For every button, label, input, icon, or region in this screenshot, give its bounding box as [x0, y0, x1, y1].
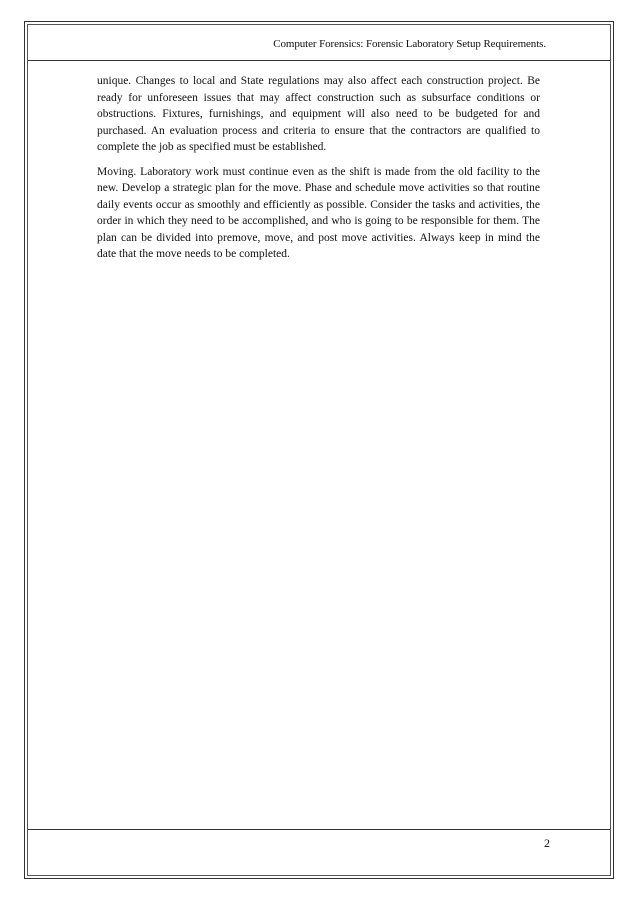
- page-body: [97, 73, 540, 271]
- running-header-title: Computer Forensics: Forensic Laboratory Setup Requirements.: [273, 38, 546, 50]
- body-paragraph-moving: Moving. Laboratory work must continue even as the shift is made from the old facility to the new. Develop a strategic plan for the move. Phase and schedule move activities so that routine daily events occur as smoothly and efficiently as possible. Consider the tasks and activities, the order in which they need to be accomplished, and who is going to be responsible for them. The plan can be divided into premove, move, and post move activities. Always keep in mind the date that the move needs to be completed.: [97, 165, 540, 260]
- header-divider: [28, 60, 610, 61]
- footer-divider: [28, 829, 610, 830]
- body-paragraph-construction: unique. Changes to local and State regulations may also affect each construction project. Be ready for unforeseen issues that may affect construction such as subsurface conditions or obstructions. Fixtures, furnishings, and equipment will also need to be budgeted for and purchased. An evaluation process and criteria to ensure that the contractors are qualified to complete the job as specified must be established.: [97, 75, 540, 153]
- page-number: 2: [544, 836, 550, 850]
